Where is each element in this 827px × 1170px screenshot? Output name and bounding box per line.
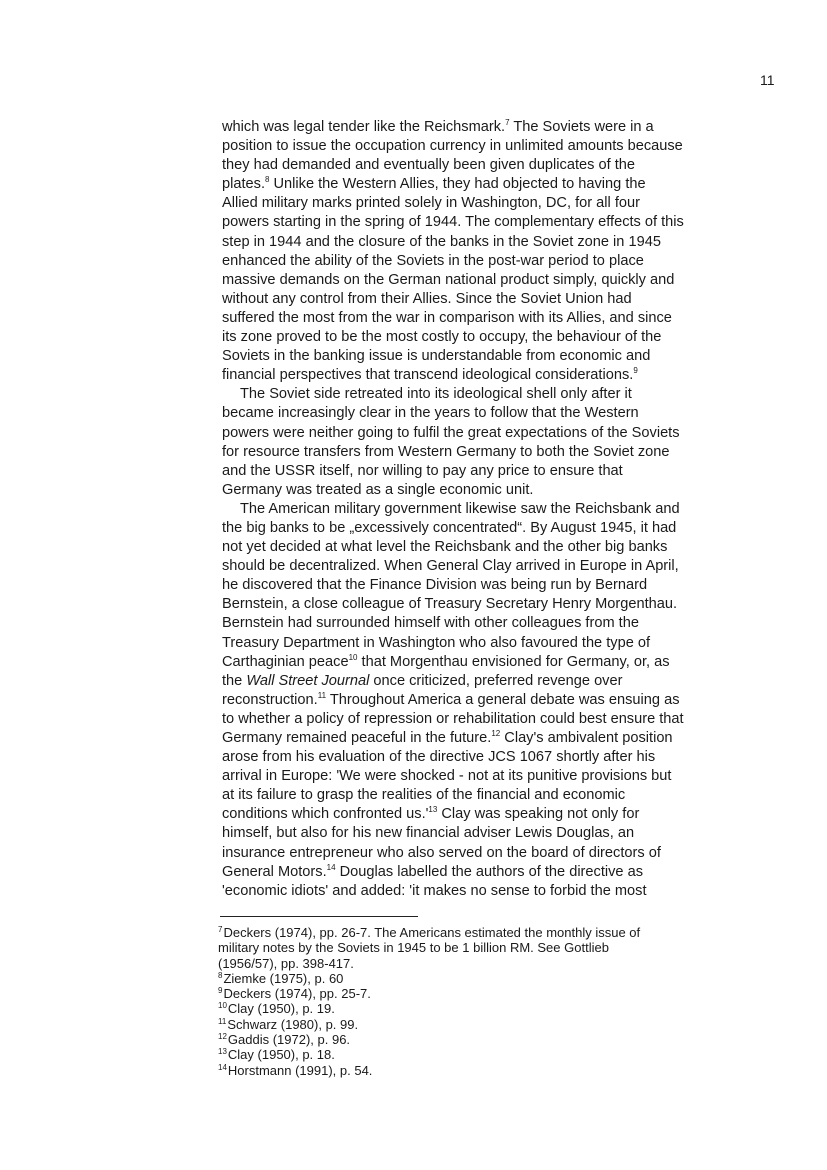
text-segment: The American military government likewise saw the Reichsbank and (240, 500, 680, 517)
text-segment: became increasingly clear in the years to follow that the Western (222, 405, 639, 422)
text-line (222, 271, 762, 290)
text-line (222, 634, 762, 653)
text-segment: financial perspectives that transcend ideological considerations. (222, 367, 634, 384)
footnote-ref: 10 (348, 652, 358, 662)
page-number: 11 (760, 72, 775, 88)
footnote (218, 986, 758, 1001)
text-line (222, 328, 762, 347)
text-line (222, 824, 762, 843)
footnote-ref: 13 (428, 805, 438, 815)
footnote-ref: 12 (491, 729, 501, 738)
text-line (222, 118, 762, 137)
footnote-line (218, 1063, 758, 1078)
text-line (222, 500, 762, 519)
footnote-text: Deckers (1974), pp. 26-7. The Americans estimated the monthly issue of (223, 925, 641, 940)
footnote-text: military notes by the Soviets in 1945 to be 1 billion RM. See Gottlieb (218, 940, 609, 956)
text-line (222, 805, 762, 824)
text-line (222, 213, 762, 232)
text-segment: Germany was treated as a single economic unit. (222, 481, 534, 498)
text-line (222, 156, 762, 175)
text-segment: The Soviet side retreated into its ideological shell only after it (240, 386, 632, 403)
footnote-ref: 11 (317, 690, 327, 700)
text-segment: suffered the most from the war in comparison with its Allies, and since (222, 309, 672, 326)
footnote-number: 12 (218, 1032, 227, 1042)
footnote-rule (220, 916, 418, 917)
text-segment: Germany remained peaceful in the future. (222, 730, 492, 746)
paragraph (222, 385, 762, 500)
text-segment: arrival in Europe: 'We were shocked - not at its punitive provisions but (222, 768, 672, 785)
text-line (222, 729, 762, 748)
text-segment: The Soviets were in a (509, 119, 654, 135)
text-line (222, 519, 762, 538)
text-segment: General Motors. (222, 863, 327, 880)
footnote-line (218, 986, 758, 1001)
text-segment: he discovered that the Finance Division was being run by Bernard (222, 577, 648, 594)
text-segment: which was legal tender like the Reichsmark. (222, 119, 506, 135)
text-line (222, 538, 762, 557)
footnote-line (218, 971, 758, 986)
text-line (222, 882, 762, 901)
footnote-number: 10 (218, 1001, 227, 1011)
text-segment: reconstruction. (222, 691, 318, 708)
text-line (222, 557, 762, 576)
text-segment: massive demands on the German national product simply, quickly and (222, 271, 675, 288)
footnote (218, 1001, 758, 1016)
text-segment: once criticized, preferred revenge over (369, 672, 623, 689)
text-line (222, 404, 762, 423)
text-segment: step in 1944 and the closure of the banks in the Soviet zone in 1945 (222, 233, 661, 250)
text-line (222, 786, 762, 805)
text-segment: its zone proved to be the most costly to occupy, the behaviour of the (222, 329, 662, 346)
text-segment: Throughout America a general debate was ensuing as (326, 691, 680, 708)
text-segment: Allied military marks printed solely in Washington, DC, for all four (222, 195, 640, 212)
text-segment: Unlike the Western Allies, they had objected to having the (269, 176, 646, 193)
text-line (222, 710, 762, 729)
footnote-text: Horstmann (1991), p. 54. (227, 1062, 373, 1078)
footnote-text: Deckers (1974), pp. 25-7. (223, 986, 371, 1002)
paragraph (222, 500, 762, 901)
text-segment: plates. (222, 176, 265, 193)
text-line (222, 233, 762, 252)
text-line (222, 595, 762, 614)
footnote (218, 971, 758, 986)
text-segment: the (222, 672, 247, 689)
text-line (222, 309, 762, 328)
text-line (222, 691, 762, 710)
text-segment: not yet decided at what level the Reichsbank and the other big banks (222, 539, 668, 556)
text-segment: Douglas labelled the authors of the directive as (335, 863, 644, 880)
footnote-ref: 9 (633, 366, 638, 376)
text-line (222, 385, 762, 404)
footnote-line (218, 1017, 758, 1032)
footnote (218, 1017, 758, 1032)
footnote-text: (1956/57), pp. 398-417. (218, 955, 354, 971)
text-segment: arose from his evaluation of the directive JCS 1067 shortly after his (222, 749, 656, 766)
text-segment: position to issue the occupation currency in unlimited amounts because (222, 138, 683, 155)
text-segment: without any control from their Allies. Since the Soviet Union had (222, 290, 632, 307)
text-segment: Clay's ambivalent position (500, 730, 673, 746)
text-line (222, 767, 762, 786)
text-segment: to whether a policy of repression or rehabilitation could best ensure that (222, 710, 684, 727)
text-segment: Carthaginian peace (222, 653, 349, 670)
footnote-line (218, 1047, 758, 1062)
footnote-number: 13 (218, 1047, 227, 1057)
footnote-number: 14 (218, 1062, 227, 1072)
text-line (222, 443, 762, 462)
text-line (222, 748, 762, 767)
text-line (222, 175, 762, 194)
footnote-number: 9 (218, 986, 223, 996)
text-segment: 'economic idiots' and added: 'it makes no sense to forbid the most (222, 882, 647, 899)
paragraph (222, 118, 762, 385)
text-line (222, 672, 762, 691)
footnote-line (218, 925, 758, 940)
text-segment: that Morgenthau envisioned for Germany, or, as (357, 653, 670, 670)
text-segment: himself, but also for his new financial adviser Lewis Douglas, an (222, 825, 635, 842)
footnote (218, 925, 758, 971)
footnote (218, 1032, 758, 1047)
footnote-line (218, 956, 758, 971)
text-segment: enhanced the ability of the Soviets in the post-war period to place (222, 252, 644, 269)
text-segment: should be decentralized. When General Clay arrived in Europe in April, (222, 558, 679, 575)
text-segment: at its failure to grasp the realities of the financial and economic (222, 787, 626, 804)
text-segment: Clay was speaking not only for (437, 806, 640, 823)
text-segment: Bernstein, a close colleague of Treasury Secretary Henry Morgenthau. (222, 596, 678, 613)
text-line (222, 252, 762, 271)
text-line (222, 137, 762, 156)
text-segment: the big banks to be „excessively concentrated“. By August 1945, it had (222, 519, 677, 536)
footnote-text: Schwarz (1980), p. 99. (227, 1016, 359, 1032)
footnote-number: 7 (218, 925, 223, 934)
footnote-line (218, 940, 758, 955)
body-text (222, 118, 762, 901)
text-segment: powers were neither going to fulfil the great expectations of the Soviets (222, 424, 680, 441)
text-segment: conditions which confronted us.' (222, 806, 429, 823)
text-segment: Soviets in the banking issue is understandable from economic and (222, 348, 651, 365)
text-line (222, 366, 762, 385)
footnote-text: Clay (1950), p. 19. (227, 1001, 335, 1017)
footnotes (218, 925, 758, 1078)
text-line (222, 347, 762, 366)
footnote-number: 8 (218, 970, 223, 980)
italic-text: Wall Street Journal (246, 672, 370, 689)
text-segment: insurance entrepreneur who also served on the board of directors of (222, 844, 661, 861)
text-line (222, 844, 762, 863)
footnote-line (218, 1032, 758, 1047)
footnote-number: 11 (218, 1016, 227, 1026)
text-line (222, 462, 762, 481)
text-line (222, 481, 762, 500)
text-segment: Treasury Department in Washington who also favoured the type of (222, 634, 651, 651)
text-line (222, 576, 762, 595)
text-segment: and the USSR itself, nor willing to pay any price to ensure that (222, 462, 623, 479)
footnote-text: Clay (1950), p. 18. (227, 1047, 335, 1063)
text-line (222, 290, 762, 309)
footnote-text: Ziemke (1975), p. 60 (223, 970, 344, 986)
footnote (218, 1047, 758, 1062)
text-segment: they had demanded and eventually been given duplicates of the (222, 157, 635, 174)
footnote-text: Gaddis (1972), p. 96. (227, 1032, 351, 1048)
text-line (222, 863, 762, 882)
footnote-ref: 14 (326, 862, 336, 872)
text-line (222, 614, 762, 633)
text-segment: for resource transfers from Western Germany to both the Soviet zone (222, 443, 670, 460)
footnote-ref: 8 (265, 175, 270, 185)
text-line (222, 653, 762, 672)
text-segment: Bernstein had surrounded himself with other colleagues from the (222, 615, 639, 632)
footnote (218, 1063, 758, 1078)
footnote-ref: 7 (505, 118, 510, 127)
text-segment: powers starting in the spring of 1944. The complementary effects of this (222, 214, 684, 231)
text-line (222, 424, 762, 443)
text-line (222, 194, 762, 213)
footnote-line (218, 1001, 758, 1016)
